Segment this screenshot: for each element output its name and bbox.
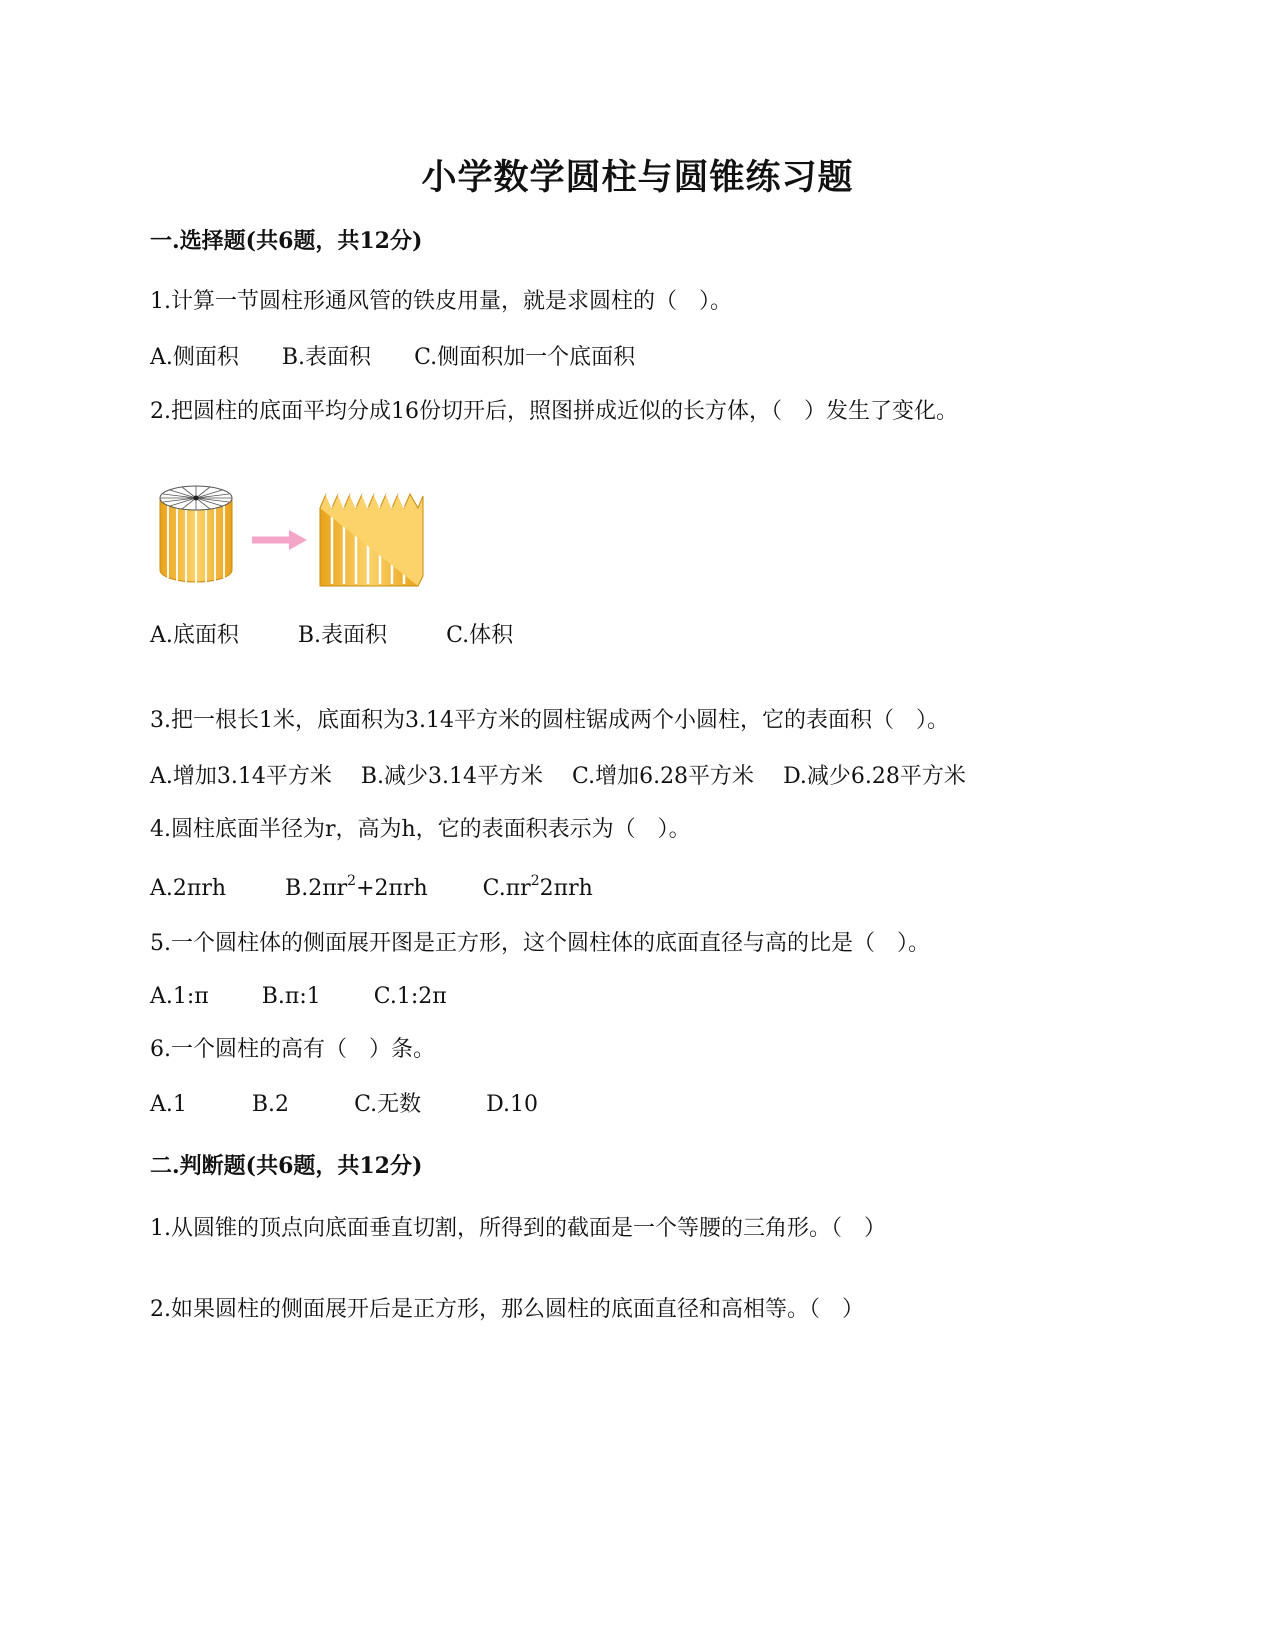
cylinder-to-cuboid-figure [155, 478, 455, 598]
option-c: C.体积 [446, 623, 514, 648]
question-5-stem: 5.一个圆柱体的侧面展开图是正方形，这个圆柱体的底面直径与高的比是（ ）。 [150, 931, 930, 956]
question-2-options [150, 621, 513, 651]
judgement-question-2: 2.如果圆柱的侧面展开后是正方形，那么圆柱的底面直径和高相等。（ ） [150, 1297, 864, 1322]
section-heading-choice: 一.选择题(共6题，共12分) [150, 228, 423, 254]
option-d: D.减少6.28平方米 [783, 764, 966, 789]
option-b: B.2 [251, 1092, 290, 1117]
judgement-question-1: 1.从圆锥的顶点向底面垂直切割，所得到的截面是一个等腰的三角形。（ ） [150, 1216, 886, 1241]
option-c: C.侧面积加一个底面积 [414, 345, 636, 370]
option-b: B.π:1 [261, 984, 321, 1009]
option-b: B.表面积 [281, 345, 372, 370]
option-c: C.1:2π [373, 984, 447, 1009]
option-c: C.无数 [354, 1092, 422, 1117]
right-arrow-icon [252, 530, 307, 550]
cuboid-image [320, 494, 423, 586]
question-1-stem: 1.计算一节圆柱形通风管的铁皮用量，就是求圆柱的（ ）。 [150, 289, 732, 314]
question-4-stem: 4.圆柱底面半径为r，高为h，它的表面积表示为（ ）。 [150, 817, 691, 842]
option-b: B.表面积 [297, 623, 388, 648]
option-a: A.2πrh [150, 876, 227, 901]
section-heading-judgement: 二.判断题(共6题，共12分) [150, 1153, 423, 1179]
question-6-options [150, 1090, 538, 1120]
option-a: A.底面积 [150, 623, 239, 648]
option-b: B.减少3.14平方米 [360, 764, 544, 789]
question-3-options [150, 762, 966, 792]
option-a: A.1 [150, 1092, 187, 1117]
option-c: C.增加6.28平方米 [572, 764, 755, 789]
option-a: A.增加3.14平方米 [150, 764, 332, 789]
option-a: A.1:π [150, 984, 209, 1009]
question-1-options [150, 343, 635, 373]
option-b: $B.2\pi r^2+2\pi rh$ [285, 873, 428, 901]
question-5-options [150, 982, 447, 1012]
question-3-stem: 3.把一根长1米，底面积为3.14平方米的圆柱锯成两个小圆柱，它的表面积（ ）。 [150, 708, 949, 733]
page-title: 小学数学圆柱与圆锥练习题 [421, 157, 854, 198]
question-2-stem: 2.把圆柱的底面平均分成16份切开后，照图拼成近似的长方体，（ ）发生了变化。 [150, 399, 958, 424]
option-c: $C.\pi r^22\pi rh$ [482, 873, 593, 901]
cylinder-image [160, 486, 232, 583]
option-d: D.10 [486, 1092, 538, 1117]
question-6-stem: 6.一个圆柱的高有（ ）条。 [150, 1037, 435, 1062]
question-4-options [150, 874, 593, 904]
option-a: A.侧面积 [150, 345, 239, 370]
